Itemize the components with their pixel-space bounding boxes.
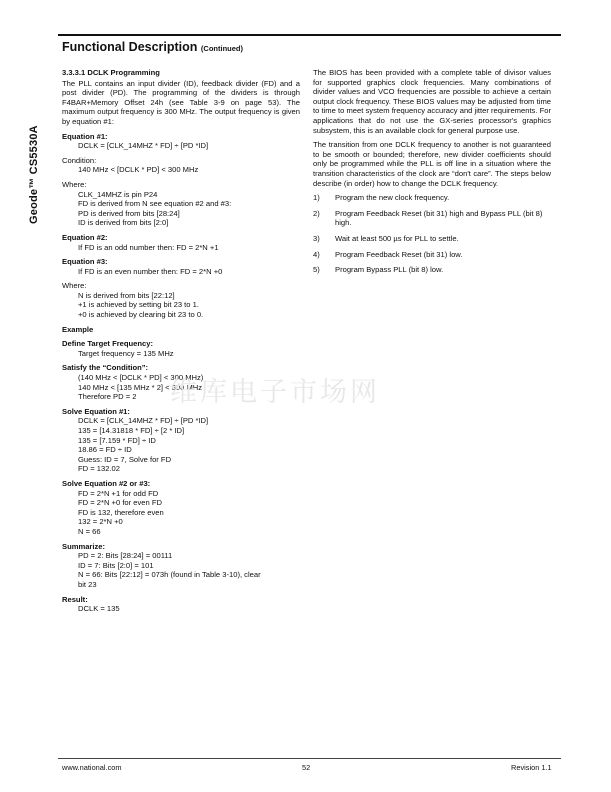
block-body (62, 141, 300, 151)
footer-revision: Revision 1.1 (511, 763, 552, 772)
equation-block (62, 479, 300, 537)
block-line: +0 is achieved by clearing bit 23 to 0. (78, 310, 204, 320)
equation-block (62, 180, 300, 228)
block-line: CLK_14MHZ is pin P24 (78, 189, 158, 199)
block-line: Guess: ID = 7, Solve for FD (78, 454, 172, 464)
block-line: FD = 2*N +1 for odd FD (78, 488, 159, 498)
block-line: DCLK = [CLK_14MHZ * FD] ÷ [PD *ID] (78, 141, 209, 151)
title-text: Functional Description (62, 40, 198, 54)
block-line: N = 66 (78, 526, 101, 536)
step-number: 5) (313, 265, 320, 275)
block-heading: Equation #1: (62, 131, 108, 141)
page-title (62, 40, 243, 54)
block-heading: Summarize: (62, 541, 106, 551)
block-body (62, 190, 300, 228)
intro-paragraph: The PLL contains an input divider (ID), feedback divider (FD) and a post divider (PD). The programming of the dividers is through F4BAR+Memory Offset 24h (see Table 3-9 on page 53). The maximum output frequency is 300 MHz. The output frequency is given by equation #1: (62, 78, 300, 126)
equation-block (62, 325, 300, 335)
product-name: Geode™ CS5530A (28, 125, 40, 224)
block-body (62, 267, 300, 277)
equation-block (62, 595, 300, 614)
block-heading: Equation #2: (62, 232, 108, 242)
block-body (62, 489, 300, 537)
block-body (62, 604, 300, 614)
block-line: 140 MHz < [DCLK * PD] < 300 MHz (78, 165, 199, 175)
block-line: N is derived from bits [22:12] (78, 290, 175, 300)
block-line: If FD is an odd number then: FD = 2*N +1 (78, 242, 219, 252)
block-line: 132 = 2*N +0 (78, 517, 123, 527)
step-item (313, 250, 551, 260)
step-text: Program Feedback Reset (bit 31) low. (335, 249, 463, 259)
block-line: PD = 2: Bits [28:24] = 00111 (78, 551, 173, 561)
equation-block (62, 339, 300, 358)
block-line: PD is derived from bits [28:24] (78, 208, 180, 218)
footer-page-number: 52 (302, 763, 311, 772)
block-body (62, 349, 300, 359)
block-heading: Example (62, 324, 94, 334)
block-line: 135 = [14.31818 * FD] ÷ [2 * ID] (78, 426, 185, 435)
equation-block (62, 542, 300, 590)
block-line: Target frequency = 135 MHz (78, 348, 174, 358)
step-item (313, 265, 551, 275)
block-line: (140 MHz < [DCLK * PD] < 300 MHz) (78, 373, 204, 383)
block-line: FD is 132, therefore even (78, 507, 164, 517)
block-line: N = 66: Bits [22:12] = 073h (found in Table 3-10), clear (78, 570, 261, 580)
steps-list (313, 193, 551, 275)
block-line: 18.86 = FD ÷ ID (78, 445, 132, 455)
block-heading: Where: (62, 179, 87, 189)
block-line: 135 = [7.159 * FD] ÷ ID (78, 435, 156, 445)
step-item (313, 209, 551, 228)
transition-paragraph: The transition from one DCLK frequency to another is not guaranteed to be smooth or bounded; therefore, new divider coefficients should only be programmed while the PLL is off line in a situation where the transition characteristics of the clock are “don't care”. The steps below describe (in order) how to change the DCLK frequency. (313, 140, 551, 188)
block-body (62, 416, 300, 474)
watermark: 维库电子市场网 (170, 377, 380, 408)
block-line: DCLK = [CLK_14MHZ * FD] ÷ [PD *ID] (78, 416, 209, 426)
step-text: Program Feedback Reset (bit 31) high and Bypass PLL (bit 8) high. (335, 208, 543, 228)
step-item (313, 234, 551, 244)
block-line: FD = 132.02 (78, 464, 121, 474)
block-heading: Solve Equation #2 or #3: (62, 478, 151, 488)
step-text: Wait at least 500 µs for PLL to settle. (335, 233, 459, 243)
footer-rule (58, 758, 561, 759)
equation-block (62, 156, 300, 175)
block-body (62, 243, 300, 253)
step-item (313, 193, 551, 203)
step-number: 2) (313, 208, 320, 218)
equation-block (62, 132, 300, 151)
step-number: 4) (313, 249, 320, 259)
block-line: 140 MHz < [135 MHz * 2] < 300 MHz (78, 382, 203, 392)
block-heading: Condition: (62, 155, 97, 165)
right-column (313, 68, 551, 281)
block-body (62, 165, 300, 175)
block-heading: Solve Equation #1: (62, 406, 130, 416)
block-line: bit 23 (78, 579, 97, 589)
equation-block (62, 257, 300, 276)
block-line: ID = 7: Bits [2:0] = 101 (78, 560, 154, 570)
left-column (62, 68, 300, 619)
block-line: FD = 2*N +0 for even FD (78, 498, 162, 508)
equation-block (62, 281, 300, 319)
block-line: If FD is an even number then: FD = 2*N +0 (78, 266, 223, 276)
step-text: Program the new clock frequency. (335, 193, 450, 203)
step-number: 3) (313, 233, 320, 243)
section-heading: 3.3.3.1 DCLK Programming (62, 68, 160, 77)
step-text: Program Bypass PLL (bit 8) low. (335, 265, 444, 275)
block-line: FD is derived from N see equation #2 and #3: (78, 199, 232, 209)
block-heading: Where: (62, 281, 87, 291)
sidebar-product-label (28, 34, 48, 224)
block-heading: Result: (62, 594, 88, 604)
bios-paragraph: The BIOS has been provided with a complete table of divisor values for supported graphics clock frequencies. Many combinations of divider values and VCO frequencies are possible to achieve a certain output clock frequency. These BIOS values may be adjusted from time to time to meet system frequency accuracy and jitter requirements. For applications that do not use the GX-series processor's graphics subsystem, this is an available clock for general purpose use. (313, 68, 551, 135)
footer-website: www.national.com (62, 763, 122, 772)
block-body (62, 291, 300, 320)
block-heading: Equation #3: (62, 257, 108, 267)
equation-block (62, 233, 300, 252)
header-rule (58, 34, 561, 36)
block-heading: Define Target Frequency: (62, 339, 154, 349)
block-line: Therefore PD = 2 (78, 392, 137, 402)
equation-block (62, 407, 300, 474)
block-line: DCLK = 135 (78, 604, 120, 614)
step-number: 1) (313, 193, 320, 203)
title-continued: (Continued) (200, 44, 243, 53)
block-line: +1 is achieved by setting bit 23 to 1. (78, 300, 199, 310)
block-line: ID is derived from bits [2:0] (78, 218, 169, 228)
block-body (62, 551, 300, 589)
block-heading: Satisfy the “Condition”: (62, 363, 149, 373)
